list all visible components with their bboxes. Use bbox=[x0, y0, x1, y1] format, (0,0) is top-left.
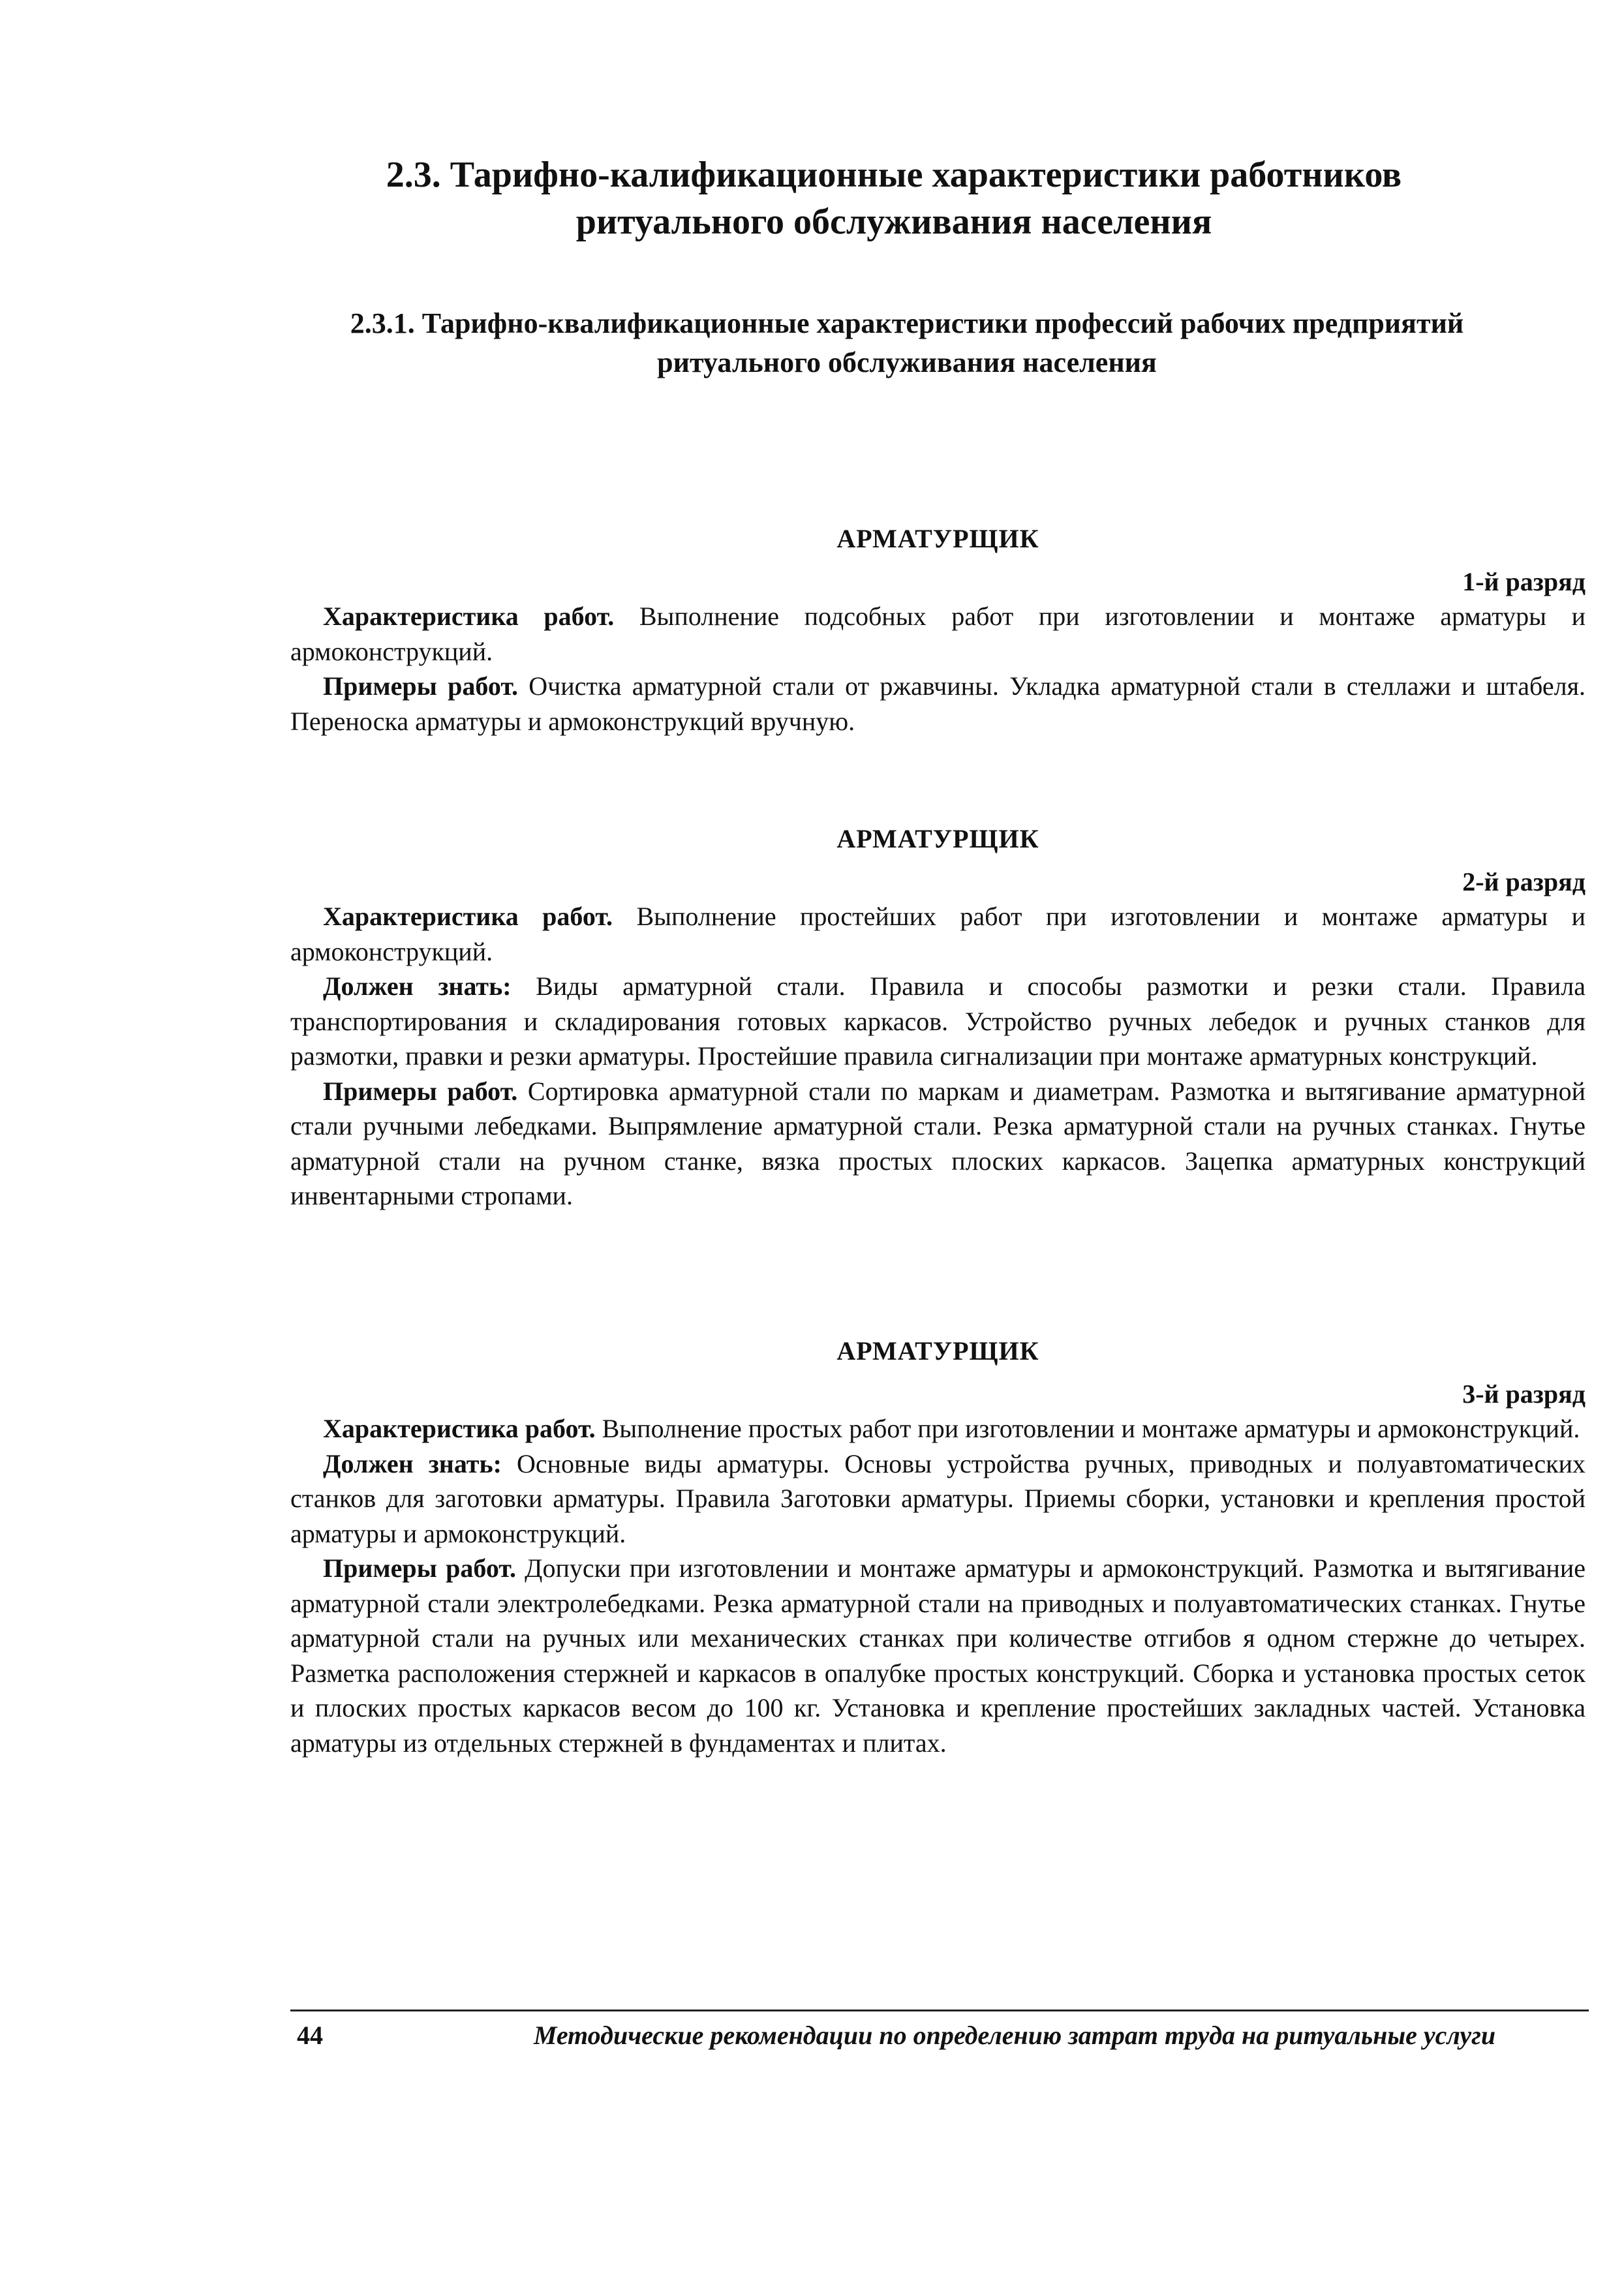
paragraph-text: Выполнение простых работ при изготовлении и монтаже арматуры и армоконструкций. bbox=[595, 1414, 1580, 1443]
paragraph-text: Очистка арматурной стали от ржавчины. Укладка арматурной стали в стеллажи и штабеля. Переноска арматуры и армоконструкций вручную. bbox=[290, 671, 1586, 736]
subsection-title: 2.3.1. Тарифно-квалификационные характеристики профессий рабочих предприятий ритуального обслуживания населения bbox=[350, 307, 1464, 378]
paragraph-lead: Примеры работ. bbox=[323, 671, 518, 701]
page-number: 44 bbox=[297, 2021, 323, 2050]
paragraph-knowledge bbox=[290, 1446, 1586, 1551]
paragraph-lead: Примеры работ. bbox=[323, 1076, 518, 1106]
paragraph-examples bbox=[290, 1074, 1586, 1214]
paragraph-characteristic bbox=[290, 899, 1586, 969]
paragraph-lead: Примеры работ. bbox=[323, 1553, 516, 1583]
grade-label: 1-й разряд bbox=[1462, 567, 1586, 596]
paragraph-lead: Должен знать: bbox=[323, 971, 512, 1001]
footer-divider bbox=[290, 2009, 1589, 2011]
paragraph-lead: Должен знать: bbox=[323, 1448, 502, 1478]
profession-name: АРМАТУРЩИК bbox=[836, 524, 1039, 553]
section-title: 2.3. Тарифно-калификационные характеристики работников ритуального обслуживания населения bbox=[386, 155, 1402, 242]
paragraph-examples bbox=[290, 1551, 1586, 1760]
profession-name: АРМАТУРЩИК bbox=[836, 824, 1039, 853]
profession-block-2 bbox=[290, 822, 1586, 1214]
profession-block-3 bbox=[290, 1334, 1586, 1760]
paragraph-text: Выполнение простейших работ при изготовлении и монтаже арматуры и армоконструкций. bbox=[290, 902, 1586, 966]
paragraph-text: Допуски при изготовлении и монтаже арматуры и армоконструкций. Размотка и вытягивание арматурной стали электролебедками. Резка арматурной стали на приводных и полуавтоматических станках. Гнутье арматурной стали на ручных или механических станках при количестве отгибов я одном стержне до четырех. Разметка расположения стержней и каркасов в опалубке простых конструкций. Сборка и установка простых сеток и плоских простых каркасов весом до 100 кг. Установка и крепление простейших закладных частей. Установка арматуры из отдельных стержней в фундаментах и плитах. bbox=[290, 1553, 1586, 1758]
paragraph-characteristic bbox=[290, 599, 1586, 669]
paragraph-lead: Характеристика работ. bbox=[323, 902, 613, 931]
grade-label: 3-й разряд bbox=[1462, 1379, 1586, 1409]
paragraph-examples bbox=[290, 669, 1586, 739]
paragraph-text: Выполнение подсобных работ при изготовлении и монтаже арматуры и армоконструкций. bbox=[290, 602, 1586, 666]
paragraph-lead: Характеристика работ. bbox=[323, 1414, 596, 1443]
paragraph-lead: Характеристика работ. bbox=[323, 602, 615, 631]
profession-block-1 bbox=[290, 522, 1586, 739]
paragraph-text: Виды арматурной стали. Правила и способы размотки и резки стали. Правила транспортирования и складирования готовых каркасов. Устройство ручных лебедок и ручных станков для размотки, правки и резки арматуры. Простейшие правила сигнализации при монтаже арматурных конструкций. bbox=[290, 971, 1586, 1071]
paragraph-text: Основные виды арматуры. Основы устройства ручных, приводных и полуавтоматических станков для заготовки арматуры. Правила Заготовки арматуры. Приемы сборки, установки и крепления простой арматуры и армоконструкций. bbox=[290, 1448, 1586, 1548]
grade-label: 2-й разряд bbox=[1462, 867, 1586, 896]
running-title: Методические рекомендации по определению затрат труда на ритуальные услуги bbox=[533, 2021, 1496, 2050]
paragraph-characteristic bbox=[290, 1411, 1586, 1446]
paragraph-text: Сортировка арматурной стали по маркам и диаметрам. Размотка и вытягивание арматурной стали ручными лебедками. Выпрямление арматурной стали. Резка арматурной стали на ручных станках. Гнутье арматурной стали на ручном станке, вязка простых плоских каркасов. Зацепка арматурных конструкций инвентарными стропами. bbox=[290, 1076, 1586, 1210]
paragraph-knowledge bbox=[290, 969, 1586, 1074]
profession-name: АРМАТУРЩИК bbox=[836, 1336, 1039, 1366]
